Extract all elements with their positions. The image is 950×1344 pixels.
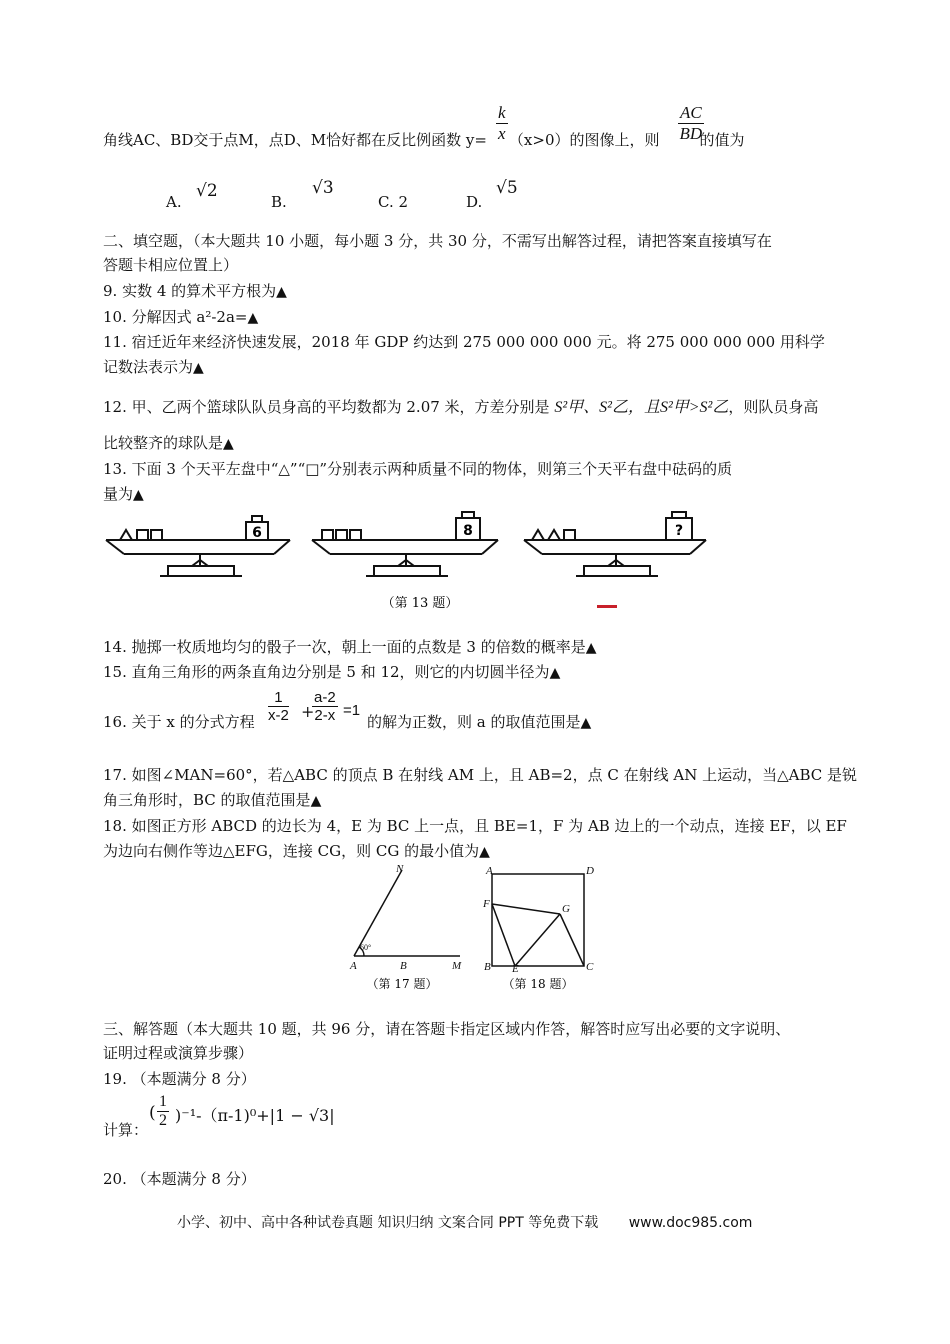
balance-scale-2 xyxy=(312,512,498,576)
q11-line1: 11. 宿迁近年来经济快速发展，2018 年 GDP 约达到 275 000 000 000 元。将 275 000 000 000 用科学 xyxy=(103,333,825,351)
q12-line2: 比较整齐的球队是▲ xyxy=(103,434,234,452)
fraction-a-2-over-2-x: $\frac{a-2}{2-x}$ xyxy=(314,689,336,724)
section2-heading-line1: 二、填空题，（本大题共 10 小题，每小题 3 分，共 30 分，不需写出解答过程，请把答案直接填写在 xyxy=(103,232,772,250)
option-c: C. 2 xyxy=(378,193,409,211)
option-b-label: B. xyxy=(271,193,287,211)
footer-url[interactable]: www.doc985.com xyxy=(628,1215,753,1231)
label-A18: A xyxy=(486,865,493,877)
geometry-figures xyxy=(340,862,610,996)
label-C: C xyxy=(586,961,594,973)
option-a-label: A. xyxy=(166,193,182,211)
q19-head: 19. （本题满分 8 分） xyxy=(103,1070,256,1088)
q8-line: 角线AC、BD交于点M，点D、M恰好都在反比例函数 y= （x>0）的图像上，则 的值为 xyxy=(103,131,745,149)
label-N: N xyxy=(396,863,404,875)
q18-line2: 为边向右侧作等边△EFG，连接 CG，则 CG 的最小值为▲ xyxy=(103,842,490,860)
label-B18: B xyxy=(484,961,491,973)
figure18-caption: （第 18 题） xyxy=(502,977,574,991)
label-60: 60° xyxy=(360,943,372,952)
fraction-k-over-x: $\frac{k}{x}$ xyxy=(498,103,506,143)
q9: 9. 实数 4 的算术平方根为▲ xyxy=(103,282,287,300)
q16-suffix: 的解为正数，则 a 的取值范围是▲ xyxy=(367,713,592,731)
q15: 15. 直角三角形的两条直角边分别是 5 和 12，则它的内切圆半径为▲ xyxy=(103,663,561,681)
equals-one: =1 xyxy=(343,702,361,719)
label-G: G xyxy=(562,903,570,915)
q13-line2: 量为▲ xyxy=(103,485,144,503)
fraction-ac-over-bd: $\frac{AC}{BD}$ xyxy=(679,103,703,143)
q13-line1: 13. 下面 3 个天平左盘中“△”“□”分别表示两种质量不同的物体，则第三个天平右盘中砝码的质 xyxy=(103,460,733,478)
q12-line1: 12. 甲、乙两个篮球队队员身高的平均数都为 2.07 米，方差分别是 S²甲、S²乙，且S²甲>S²乙，则队员身高 xyxy=(103,398,819,416)
figure13-caption: （第 13 题） xyxy=(381,596,459,611)
balance-scale-1 xyxy=(106,516,290,576)
balance-scale-3 xyxy=(524,512,706,576)
label-A17: A xyxy=(350,960,357,972)
q10: 10. 分解因式 a²-2a=▲ xyxy=(103,308,259,326)
red-mark xyxy=(597,605,617,608)
option-a-value: √2 xyxy=(196,181,218,201)
q18-line1: 18. 如图正方形 ABCD 的边长为 4，E 为 BC 上一点，且 BE=1，F 为 AB 边上的一个动点，连接 EF，以 EF xyxy=(103,817,847,835)
section3-heading-line1: 三、解答题（本大题共 10 题，共 96 分，请在答题卡指定区域内作答，解答时应写出必要的文字说明、 xyxy=(103,1020,791,1038)
q20-head: 20. （本题满分 8 分） xyxy=(103,1170,256,1188)
weight-label-2: 8 xyxy=(463,523,473,539)
page-footer xyxy=(177,1212,752,1232)
label-E: E xyxy=(512,963,519,975)
label-F: F xyxy=(483,898,490,910)
label-B17: B xyxy=(400,960,407,972)
section3-heading-line2: 证明过程或演算步骤） xyxy=(103,1044,254,1062)
label-D: D xyxy=(586,865,594,877)
q17-line1: 17. 如图∠MAN=60°，若△ABC 的顶点 B 在射线 AM 上，且 AB=2，点 C 在射线 AN 上运动，当△ABC 是锐 xyxy=(103,766,858,784)
q19-open-paren: ( xyxy=(149,1103,156,1123)
weight-label-3: ? xyxy=(674,523,684,539)
q19-expression: )⁻¹-（π-1)⁰+|1 − √3| xyxy=(175,1106,335,1125)
option-d-label: D. xyxy=(466,193,483,211)
q11-line2: 记数法表示为▲ xyxy=(103,358,204,376)
label-M: M xyxy=(452,960,462,972)
fraction-one-half: $\frac{1}{2}$ xyxy=(159,1093,167,1129)
plus-sign: + xyxy=(301,702,315,721)
fraction-1-over-x-2: $\frac{1}{x-2}$ xyxy=(268,689,289,724)
square-ABCD xyxy=(492,874,584,966)
q19-label: 计算： xyxy=(103,1121,149,1139)
section2-heading-line2: 答题卡相应位置上） xyxy=(103,256,239,274)
option-b-value: √3 xyxy=(312,178,334,198)
q17-line2: 角三角形时，BC 的取值范围是▲ xyxy=(103,791,322,809)
option-d-value: √5 xyxy=(496,178,518,198)
footer-text: 小学、初中、高中各种试卷真题 知识归纳 文案合同 PPT 等免费下载 xyxy=(177,1215,599,1231)
q16-prefix: 16. 关于 x 的分式方程 xyxy=(103,713,255,731)
variance-expression: S²甲、S²乙，且S²甲>S²乙 xyxy=(554,399,729,416)
q14: 14. 抛掷一枚质地均匀的骰子一次，朝上一面的点数是 3 的倍数的概率是▲ xyxy=(103,638,597,656)
balance-scales-figure xyxy=(100,508,730,614)
figure17-caption: （第 17 题） xyxy=(366,977,438,991)
weight-label-1: 6 xyxy=(252,525,262,541)
